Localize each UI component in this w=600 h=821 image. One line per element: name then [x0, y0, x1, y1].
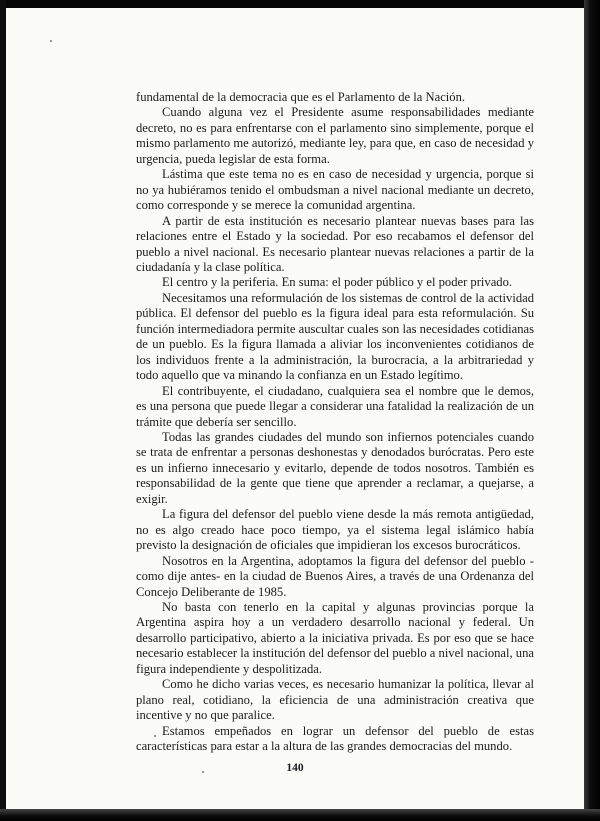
body-text	[136, 90, 534, 754]
scan-bottom-edge	[0, 809, 600, 821]
paragraph: Lástima que este tema no es en caso de necesidad y urgencia, porque si no ya hubiéramos tenido el ombudsman a nivel nacional mediante un decreto, como corresponde y se merece la comunidad argentina.	[136, 167, 534, 213]
paragraph: fundamental de la democracia que es el Parlamento de la Nación.	[136, 90, 466, 104]
paragraph: Todas las grandes ciudades del mundo son infiernos potenciales cuando se trata de enfrentar a personas deshonestas y denodados burócratas. Pero este es un infierno innecesario y evitarlo, depende de todos nosotros. También es responsabilidad de la gente que tiene que aprender a reclamar, a quejarse, a exigir.	[136, 429, 534, 506]
scan-speck	[50, 40, 52, 42]
scan-right-edge	[584, 0, 600, 821]
paragraph: No basta con tenerlo en la capital y algunas provincias porque la Argentina aspira hoy a un verdadero desarrollo nacional y federal. Un desarrollo participativo, abierto a la iniciativa privada. Es por eso que se hace necesario establecer la institución del defensor del pueblo a nivel nacional, una figura independiente y despolitizada.	[136, 599, 534, 676]
book-page	[6, 8, 584, 810]
paragraph: Estamos empeñados en lograr un defensor del pueblo de estas características para estar a la altura de las grandes democracias del mundo.	[136, 723, 534, 754]
page-number: 140	[286, 762, 304, 774]
paragraph: A partir de esta institución es necesario plantear nuevas bases para las relaciones entre el Estado y la sociedad. Por eso recabamos el defensor del pueblo a nivel nacional. Es necesario plantear nuevas relaciones a partir de la ciudadanía y la clase política.	[136, 213, 534, 274]
paragraph: Nosotros en la Argentina, adoptamos la figura del defensor del pueblo - como dije antes- en la ciudad de Buenos Aires, a través de una Ordenanza del Concejo Deliberante de 1985.	[136, 553, 534, 599]
paragraph: La figura del defensor del pueblo viene desde la más remota antigüedad, no es algo creado hace poco tiempo, ya el sistema legal islámico había previsto la designación de oficiales que impidieran los excesos burocráticos.	[136, 507, 534, 553]
paragraph: Cuando alguna vez el Presidente asume responsabilidades mediante decreto, no es para enfrentarse con el parlamento sino simplemente, porque el mismo parlamento me autorizó, mediante ley, para que, en caso de necesidad y urgencia, pueda legislar de esta forma.	[136, 105, 534, 166]
paragraph: Necesitamos una reformulación de los sistemas de control de la actividad pública. El defensor del pueblo es la figura ideal para esta reformulación. Su función intermediadora permite auscultar cuales son las necesidades cotidianas de un pueblo. Es la figura llamada a aliviar los inconvenientes cotidianos de los individuos frente a la administración, la burocracia, a la arbitrariedad y todo aquello que va minando la confianza en un Estado legítimo.	[136, 290, 534, 383]
paragraph: El centro y la periferia. En suma: el poder público y el poder privado.	[162, 275, 513, 290]
scan-top-edge	[0, 0, 600, 8]
paragraph: El contribuyente, el ciudadano, cualquiera sea el nombre que le demos, es una persona que puede llegar a considerar una fatalidad la realización de un trámite que debería ser sencillo.	[136, 383, 534, 429]
paragraph: Como he dicho varias veces, es necesario humanizar la política, llevar al plano real, cotidiano, la eficiencia de una administración creativa que incentive y no que paralice.	[136, 677, 534, 723]
